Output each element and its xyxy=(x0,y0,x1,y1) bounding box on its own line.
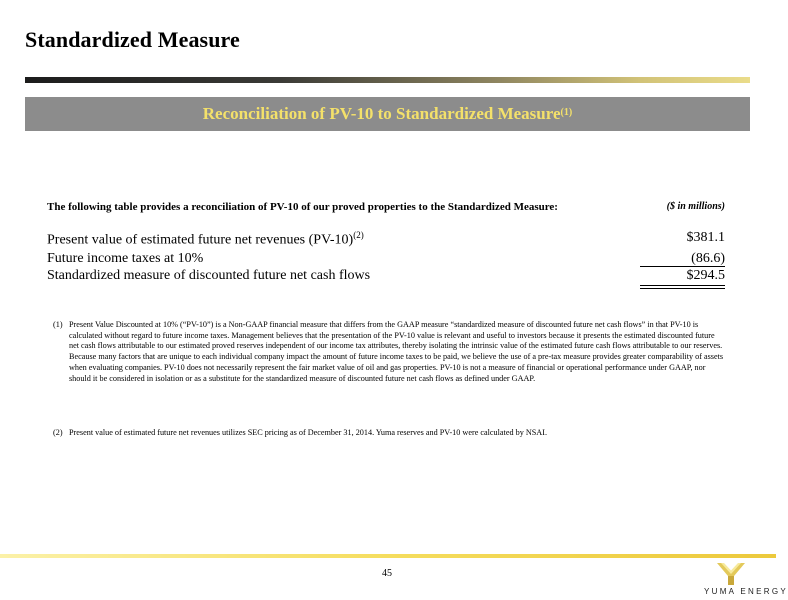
table-intro: The following table provides a reconciliation of PV-10 of our proved properties to the Standardized Measure: xyxy=(47,201,558,213)
banner-title: Reconciliation of PV-10 to Standardized Measure xyxy=(202,104,561,123)
row-value: $294.5 xyxy=(686,268,725,283)
row-label-text: Present value of estimated future net revenues (PV-10) xyxy=(47,232,354,248)
row-label: Future income taxes at 10% xyxy=(47,251,204,266)
unit-label: ($ in millions) xyxy=(666,201,725,212)
row-footnote-ref: (2) xyxy=(353,230,364,240)
header-rule xyxy=(25,77,750,83)
page-title: Standardized Measure xyxy=(25,27,240,52)
footnote xyxy=(53,428,725,439)
logo-wordmark: YUMA ENERGY xyxy=(704,587,788,596)
subtotal-underline xyxy=(640,266,725,267)
row-label: Standardized measure of discounted future net cash flows xyxy=(47,268,371,283)
footer-rule xyxy=(0,554,776,558)
footnote-text: Present value of estimated future net revenues utilizes SEC pricing as of December 31, 2014. Yuma reserves and PV-10 were calculated by NSAI. xyxy=(69,428,547,437)
section-banner xyxy=(25,97,750,131)
banner-footnote-ref: (1) xyxy=(560,106,573,118)
footnote xyxy=(53,320,725,384)
total-double-underline xyxy=(640,285,725,289)
page-number: 45 xyxy=(382,568,392,579)
row-value: (86.6) xyxy=(691,251,725,266)
footnote-number: (1) xyxy=(53,320,63,329)
table-row xyxy=(47,230,725,249)
table-row-total xyxy=(47,268,725,287)
yuma-y-emblem-icon xyxy=(716,562,746,586)
footnote-number: (2) xyxy=(53,428,63,437)
row-label xyxy=(47,230,364,249)
footnote-text: Present Value Discounted at 10% (“PV-10”) is a Non-GAAP financial measure that differs from the GAAP measure “standardized measure of discounted future net cash flows” in that PV-10 is calculated without regard to future income taxes. Management believes that the presentation of the PV-10 value is relevant and useful to investors because it presents the estimated discounted future net cash flows attributable to our estimated proved reserves independent of our income tax attributes, thereby isolating the intrinsic value of the estimated future cash flows attributable to our reserves. Because many factors that are unique to each individual company impact the amount of future income taxes to be paid, we believe the use of a pre-tax measure provides greater comparability of assets when evaluating companies. PV-10 does not necessarily represent the fair market value of oil and gas properties. PV-10 is not a measure of financial or operational performance under GAAP, nor should it be considered in isolation or as a substitute for the standardized measure of discounted future net cash flows as defined under GAAP. xyxy=(69,320,724,383)
row-value: $381.1 xyxy=(686,230,725,245)
